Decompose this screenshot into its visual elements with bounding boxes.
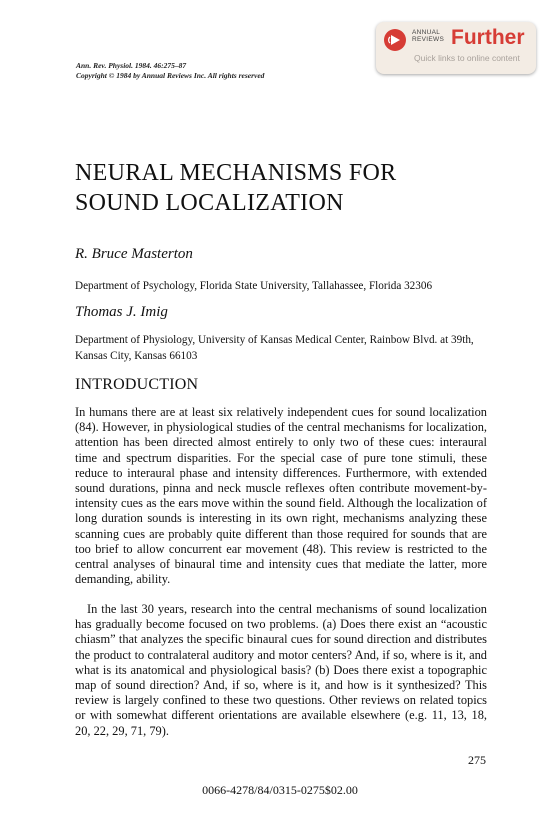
footer-code: 0066-4278/84/0315-0275$02.00	[202, 783, 358, 797]
annual-reviews-wordmark	[412, 29, 444, 43]
annual-label: ANNUAL	[412, 29, 441, 36]
further-tagline: Quick links to online content	[414, 53, 520, 63]
page-number: 275	[468, 753, 486, 767]
citation-line-1: Ann. Rev. Physiol. 1984. 46:275–87	[76, 61, 187, 70]
article-title	[75, 158, 396, 218]
title-line-2: SOUND LOCALIZATION	[75, 190, 344, 216]
body-paragraph-2: In the last 30 years, research into the central mechanisms of sound localization has gradually become focused on two problems. (a) Does there exist an “acoustic chiasm” that analyzes the specific binaural cues for sound direction and distributes the product to contralateral auditory and motor centers? And, if so, where is it, and what is its anatomical and physiological basis? (b) Does there exist a topographic map of sound direction? And, if so, where is it, and how is it synthesized? This review is largely confined to these two questions. Other reviews on related topics or with somewhat different orientations are available elsewhere (e.g. 11, 13, 18, 20, 22, 29, 71, 79).	[75, 602, 487, 738]
copyright-line: Copyright © 1984 by Annual Reviews Inc. All rights reserved	[76, 71, 265, 80]
author-name-1: R. Bruce Masterton	[75, 246, 193, 262]
reviews-label: REVIEWS	[412, 36, 445, 43]
author-affiliation-1: Department of Psychology, Florida State University, Tallahassee, Florida 32306	[75, 280, 433, 292]
annual-reviews-logo-icon	[384, 29, 406, 51]
title-line-1: NEURAL MECHANISMS FOR	[75, 160, 397, 186]
journal-citation	[76, 61, 264, 81]
body-paragraph-1: In humans there are at least six relatively independent cues for sound localization (84). However, in physiological studies of the central mechanisms for localization, attention has been directed almost entirely to only two of these cues: interaural time and spectrum disparities. For the special case of pure tone stimuli, these reduce to interaural phase and intensity differences. Furthermore, with extended sound durations, pinna and neck muscle reflexes often contribute movement-by-intensity cues as the ears move within the sound field. Although the localization of long duration sounds is interesting in its own right, mechanisms analyzing these scanning cues are probably quite different than those required for sounds that are too brief to allow concurrent ear movement (48). This review is restricted to the central analyses of binaural time and intensity cues that mediate the latter, more demanding, ability.	[75, 405, 487, 587]
further-badge[interactable]	[376, 22, 536, 74]
author-name-2: Thomas J. Imig	[75, 304, 168, 320]
section-heading: INTRODUCTION	[75, 376, 199, 393]
further-label[interactable]: Further	[451, 26, 525, 49]
author-affiliation-2: Department of Physiology, University of Kansas Medical Center, Rainbow Blvd. at 39th, Kansas City, Kansas 66103	[75, 334, 474, 362]
